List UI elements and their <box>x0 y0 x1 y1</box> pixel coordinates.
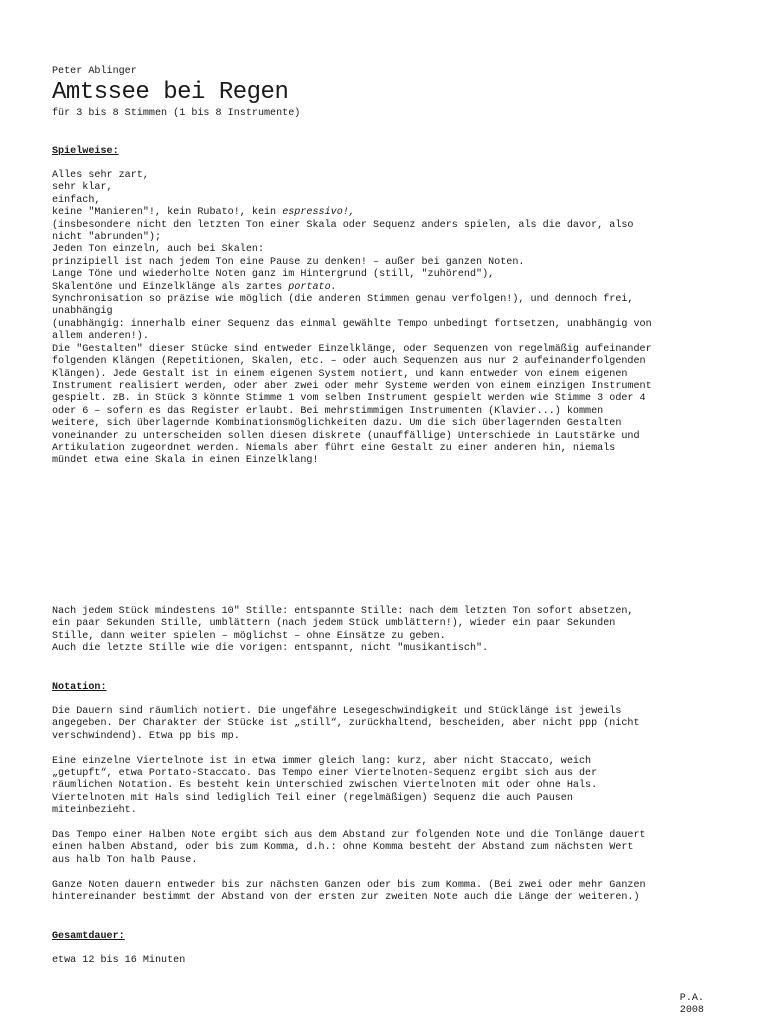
text-line: sehr klar, <box>52 182 113 194</box>
text-line: hintereinander bestimmt der Abstand von der ersten zur zweiten Note auch die Länge der weiteren.) <box>52 892 640 904</box>
text-line: Alles sehr zart, <box>52 170 149 181</box>
text-line: Eine einzelne Viertelnote ist in etwa immer gleich lang: kurz, aber nicht Staccato, weich <box>52 755 592 767</box>
text-line: Nach jedem Stück mindestens 10" Stille: entspannte Stille: nach dem letzten Ton sofort absetzen, <box>52 606 634 617</box>
gesamtdauer-text: etwa 12 bis 16 Minuten <box>52 955 186 966</box>
text-line: gespielt. zB. in Stück 3 könnte Stimme 1 vom selben Instrument gespielt werden wie Stimme 3 oder 4 <box>52 393 646 405</box>
text-line: Lange Töne und wiederholte Noten ganz im Hintergrund (still, "zuhörend"), <box>52 269 495 281</box>
text-line: Die Dauern sind räumlich notiert. Die ungefähre Lesegeschwindigkeit und Stücklänge ist jeweils <box>52 706 622 717</box>
page-title: Amtssee bei Regen <box>52 79 289 106</box>
text-line: nicht "abrunden"); <box>52 232 162 244</box>
text-line: räumlichen Notation. Es besteht kein Unterschied zwischen Viertelnoten mit oder ohne Hals. <box>52 780 598 792</box>
text-line: Instrument realisiert werden, oder aber zwei oder mehr Systeme werden von einem einzigen Instrument <box>52 380 652 392</box>
signature-year: 2008 <box>679 1005 704 1017</box>
text-line: Das Tempo einer Halben Note ergibt sich aus dem Abstand zur folgenden Note und die Tonlänge dauert <box>52 830 646 842</box>
text-line: Stille, dann weiter spielen – möglichst – ohne Einsätze zu geben. <box>52 630 446 642</box>
text-line <box>52 282 712 294</box>
text-line: aus halb Ton halb Pause. <box>52 854 198 866</box>
italic-espressivo: espressivo!, <box>282 207 355 219</box>
text-line: mündet etwa eine Skala in einen Einzelklang! <box>52 455 319 467</box>
text-segment: Skalentöne und Einzelklänge als zartes <box>52 281 289 293</box>
signature <box>680 993 704 1018</box>
heading-notation: Notation: <box>52 682 107 693</box>
text-line: Auch die letzte Stille wie die vorigen: entspannt, nicht "musikantisch". <box>52 643 489 655</box>
spielweise-text <box>52 170 712 468</box>
italic-portato: portato. <box>288 281 337 293</box>
text-line: oder 6 – sofern es das Register erlaubt. Bei mehrstimmigen Instrumenten (Klavier...) kommen <box>52 405 604 417</box>
text-line: allem anderen!). <box>52 331 149 343</box>
text-line: Die "Gestalten" dieser Stücke sind entweder Einzelklänge, oder Sequenzen von regelmäßig aufeinander <box>52 343 652 355</box>
stille-text <box>52 606 712 656</box>
text-line: verschwindend). Etwa pp bis mp. <box>52 730 240 742</box>
text-line: Synchronisation so präzise wie möglich (die anderen Stimmen genau verfolgen!), und dennoch frei, <box>52 294 634 306</box>
text-line: einfach, <box>52 194 101 206</box>
notation-text <box>52 706 712 904</box>
subtitle: für 3 bis 8 Stimmen (1 bis 8 Instrumente) <box>52 108 301 119</box>
text-line: Viertelnoten mit Hals sind lediglich Teil einer (regelmäßigen) Sequenz die auch Pausen <box>52 792 573 804</box>
text-line: Jeden Ton einzeln, auch bei Skalen: <box>52 244 265 256</box>
text-line <box>52 207 712 219</box>
text-line: Klängen). Jede Gestalt ist in einem eigenen System notiert, und kann entweder von einem eigenen <box>52 368 628 380</box>
text-line: (unabhängig: innerhalb einer Sequenz das einmal gewählte Tempo unbedingt fortsetzen, unabhängig von <box>52 318 652 330</box>
text-line: miteinbezieht. <box>52 805 137 817</box>
text-line: (insbesondere nicht den letzten Ton einer Skala oder Sequenz anders spielen, als die davor, also <box>52 219 634 231</box>
text-line: voneinander zu unterscheiden sollen diesen diskrete (unauffällige) Unterschiede in Lautstärke und <box>52 430 640 442</box>
text-line: prinzipiell ist nach jedem Ton eine Pause zu denken! – außer bei ganzen Noten. <box>52 256 525 268</box>
author-name: Peter Ablinger <box>52 66 137 77</box>
text-line: folgenden Klängen (Repetitionen, Skalen, etc. – oder auch Sequenzen aus nur 2 aufeinanderfolgenden <box>52 356 646 368</box>
paragraph-gap <box>52 743 712 755</box>
text-line: angegeben. Der Charakter der Stücke ist „still“, zurückhaltend, bescheiden, aber nicht ppp (nicht <box>52 718 640 730</box>
heading-gesamtdauer: Gesamtdauer: <box>52 931 125 942</box>
paragraph-gap <box>52 867 712 879</box>
text-segment: keine "Manieren"!, kein Rubato!, kein <box>52 207 283 219</box>
signature-initials: P.A. <box>679 993 704 1004</box>
paragraph-gap <box>52 818 712 830</box>
text-line: weitere, sich überlagernde Kombinationsmöglichkeiten dazu. Um die sich überlagernden Gestalten <box>52 418 622 430</box>
text-line: „getupft“, etwa Portato-Staccato. Das Tempo einer Viertelnoten-Sequenz ergibt sich aus der <box>52 768 598 780</box>
text-line: unabhängig <box>52 306 113 318</box>
text-line: Ganze Noten dauern entweder bis zur nächsten Ganzen oder bis zum Komma. (Bei zwei oder mehr Ganzen <box>52 879 646 891</box>
text-line: einen halben Abstand, oder bis zum Komma, d.h.: ohne Komma besteht der Abstand zum nächsten Wert <box>52 842 634 854</box>
heading-spielweise: Spielweise: <box>52 146 119 157</box>
text-line: ein paar Sekunden Stille, umblättern (nach jedem Stück umblättern!), wieder ein paar Sekunden <box>52 618 616 630</box>
text-line: Artikulation zugeordnet werden. Niemals aber führt eine Gestalt zu einer anderen hin, niemals <box>52 442 616 454</box>
